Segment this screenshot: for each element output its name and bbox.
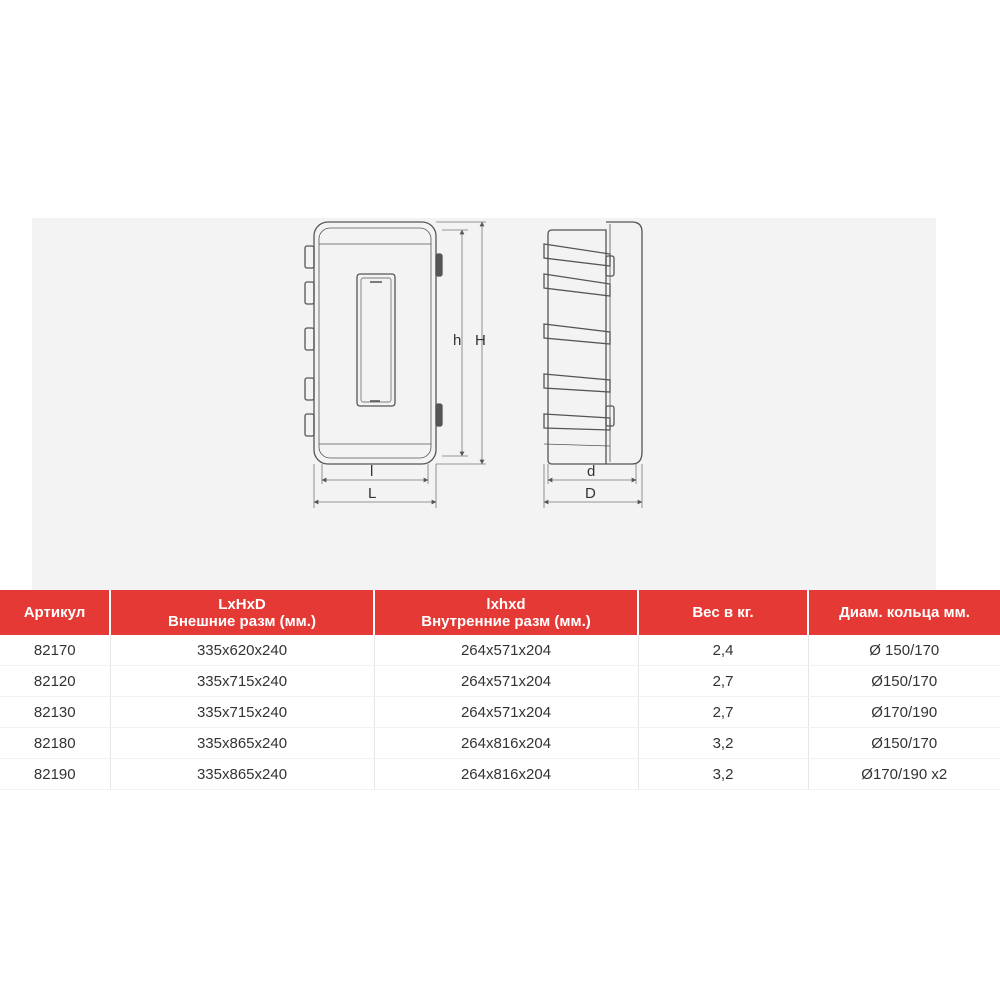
cell-outer-dims: 335x620x240 xyxy=(110,635,374,666)
latch-icon xyxy=(436,404,442,426)
table-header-row xyxy=(0,590,1000,635)
cell-outer-dims: 335x715x240 xyxy=(110,697,374,728)
table-row xyxy=(0,697,1000,728)
cell-inner-dims: 264x571x204 xyxy=(374,697,638,728)
header-text: Вес в кг. xyxy=(692,604,754,621)
label-outer-height: H xyxy=(475,332,486,349)
table-row xyxy=(0,728,1000,759)
cell-article: 82190 xyxy=(0,759,110,790)
cell-inner-dims: 264x571x204 xyxy=(374,666,638,697)
cell-article: 82170 xyxy=(0,635,110,666)
cell-inner-dims: 264x816x204 xyxy=(374,759,638,790)
latch-icon xyxy=(436,254,442,276)
cell-ring: Ø150/170 xyxy=(808,666,1000,697)
front-dimensions xyxy=(314,222,486,508)
cell-outer-dims: 335x865x240 xyxy=(110,759,374,790)
label-inner-height: h xyxy=(453,332,462,349)
technical-drawing-panel xyxy=(32,218,936,590)
front-inner-shell xyxy=(319,228,431,458)
front-view xyxy=(305,222,442,464)
table-row xyxy=(0,635,1000,666)
label-outer-depth: D xyxy=(585,485,596,502)
header-subtext: Внешние разм (мм.) xyxy=(168,612,316,630)
header-article xyxy=(0,590,110,635)
cell-weight: 2,7 xyxy=(638,697,808,728)
spec-table xyxy=(0,590,1000,790)
label-inner-width: l xyxy=(370,463,374,480)
label-inner-depth: d xyxy=(587,463,596,480)
header-text: Артикул xyxy=(23,604,86,621)
cell-article: 82180 xyxy=(0,728,110,759)
cell-weight: 3,2 xyxy=(638,728,808,759)
hinge-icon xyxy=(305,282,314,304)
cell-outer-dims: 335x715x240 xyxy=(110,666,374,697)
side-view xyxy=(544,222,642,464)
side-rib xyxy=(544,374,610,392)
hinge-icon xyxy=(305,414,314,436)
side-rib xyxy=(544,274,610,296)
header-text: LxHxD xyxy=(218,595,266,613)
table-row xyxy=(0,759,1000,790)
front-window-inner xyxy=(361,278,391,402)
hinge-icon xyxy=(305,246,314,268)
side-rib xyxy=(544,324,610,344)
header-outer-dims xyxy=(110,590,374,635)
header-text: Диам. кольца мм. xyxy=(839,604,970,621)
cell-weight: 2,4 xyxy=(638,635,808,666)
cell-ring: Ø 150/170 xyxy=(808,635,1000,666)
cell-outer-dims: 335x865x240 xyxy=(110,728,374,759)
cell-weight: 3,2 xyxy=(638,759,808,790)
side-rib xyxy=(544,414,610,430)
dimension-drawing xyxy=(32,218,936,590)
header-text: lxhxd xyxy=(486,595,526,613)
cell-article: 82130 xyxy=(0,697,110,728)
cell-article: 82120 xyxy=(0,666,110,697)
hinge-icon xyxy=(305,378,314,400)
header-inner-dims xyxy=(374,590,638,635)
cell-ring: Ø170/190 x2 xyxy=(808,759,1000,790)
label-outer-width: L xyxy=(368,485,377,502)
cell-ring: Ø150/170 xyxy=(808,728,1000,759)
cell-inner-dims: 264x571x204 xyxy=(374,635,638,666)
front-outer-shell xyxy=(314,222,436,464)
hinge-icon xyxy=(305,328,314,350)
table-row xyxy=(0,666,1000,697)
cell-weight: 2,7 xyxy=(638,666,808,697)
header-subtext: Внутренние разм (мм.) xyxy=(421,612,591,630)
side-lid xyxy=(606,222,642,464)
cell-inner-dims: 264x816x204 xyxy=(374,728,638,759)
front-window xyxy=(357,274,395,406)
header-weight xyxy=(638,590,808,635)
header-ring-diameter xyxy=(808,590,1000,635)
cell-ring: Ø170/190 xyxy=(808,697,1000,728)
side-rib xyxy=(544,244,610,266)
